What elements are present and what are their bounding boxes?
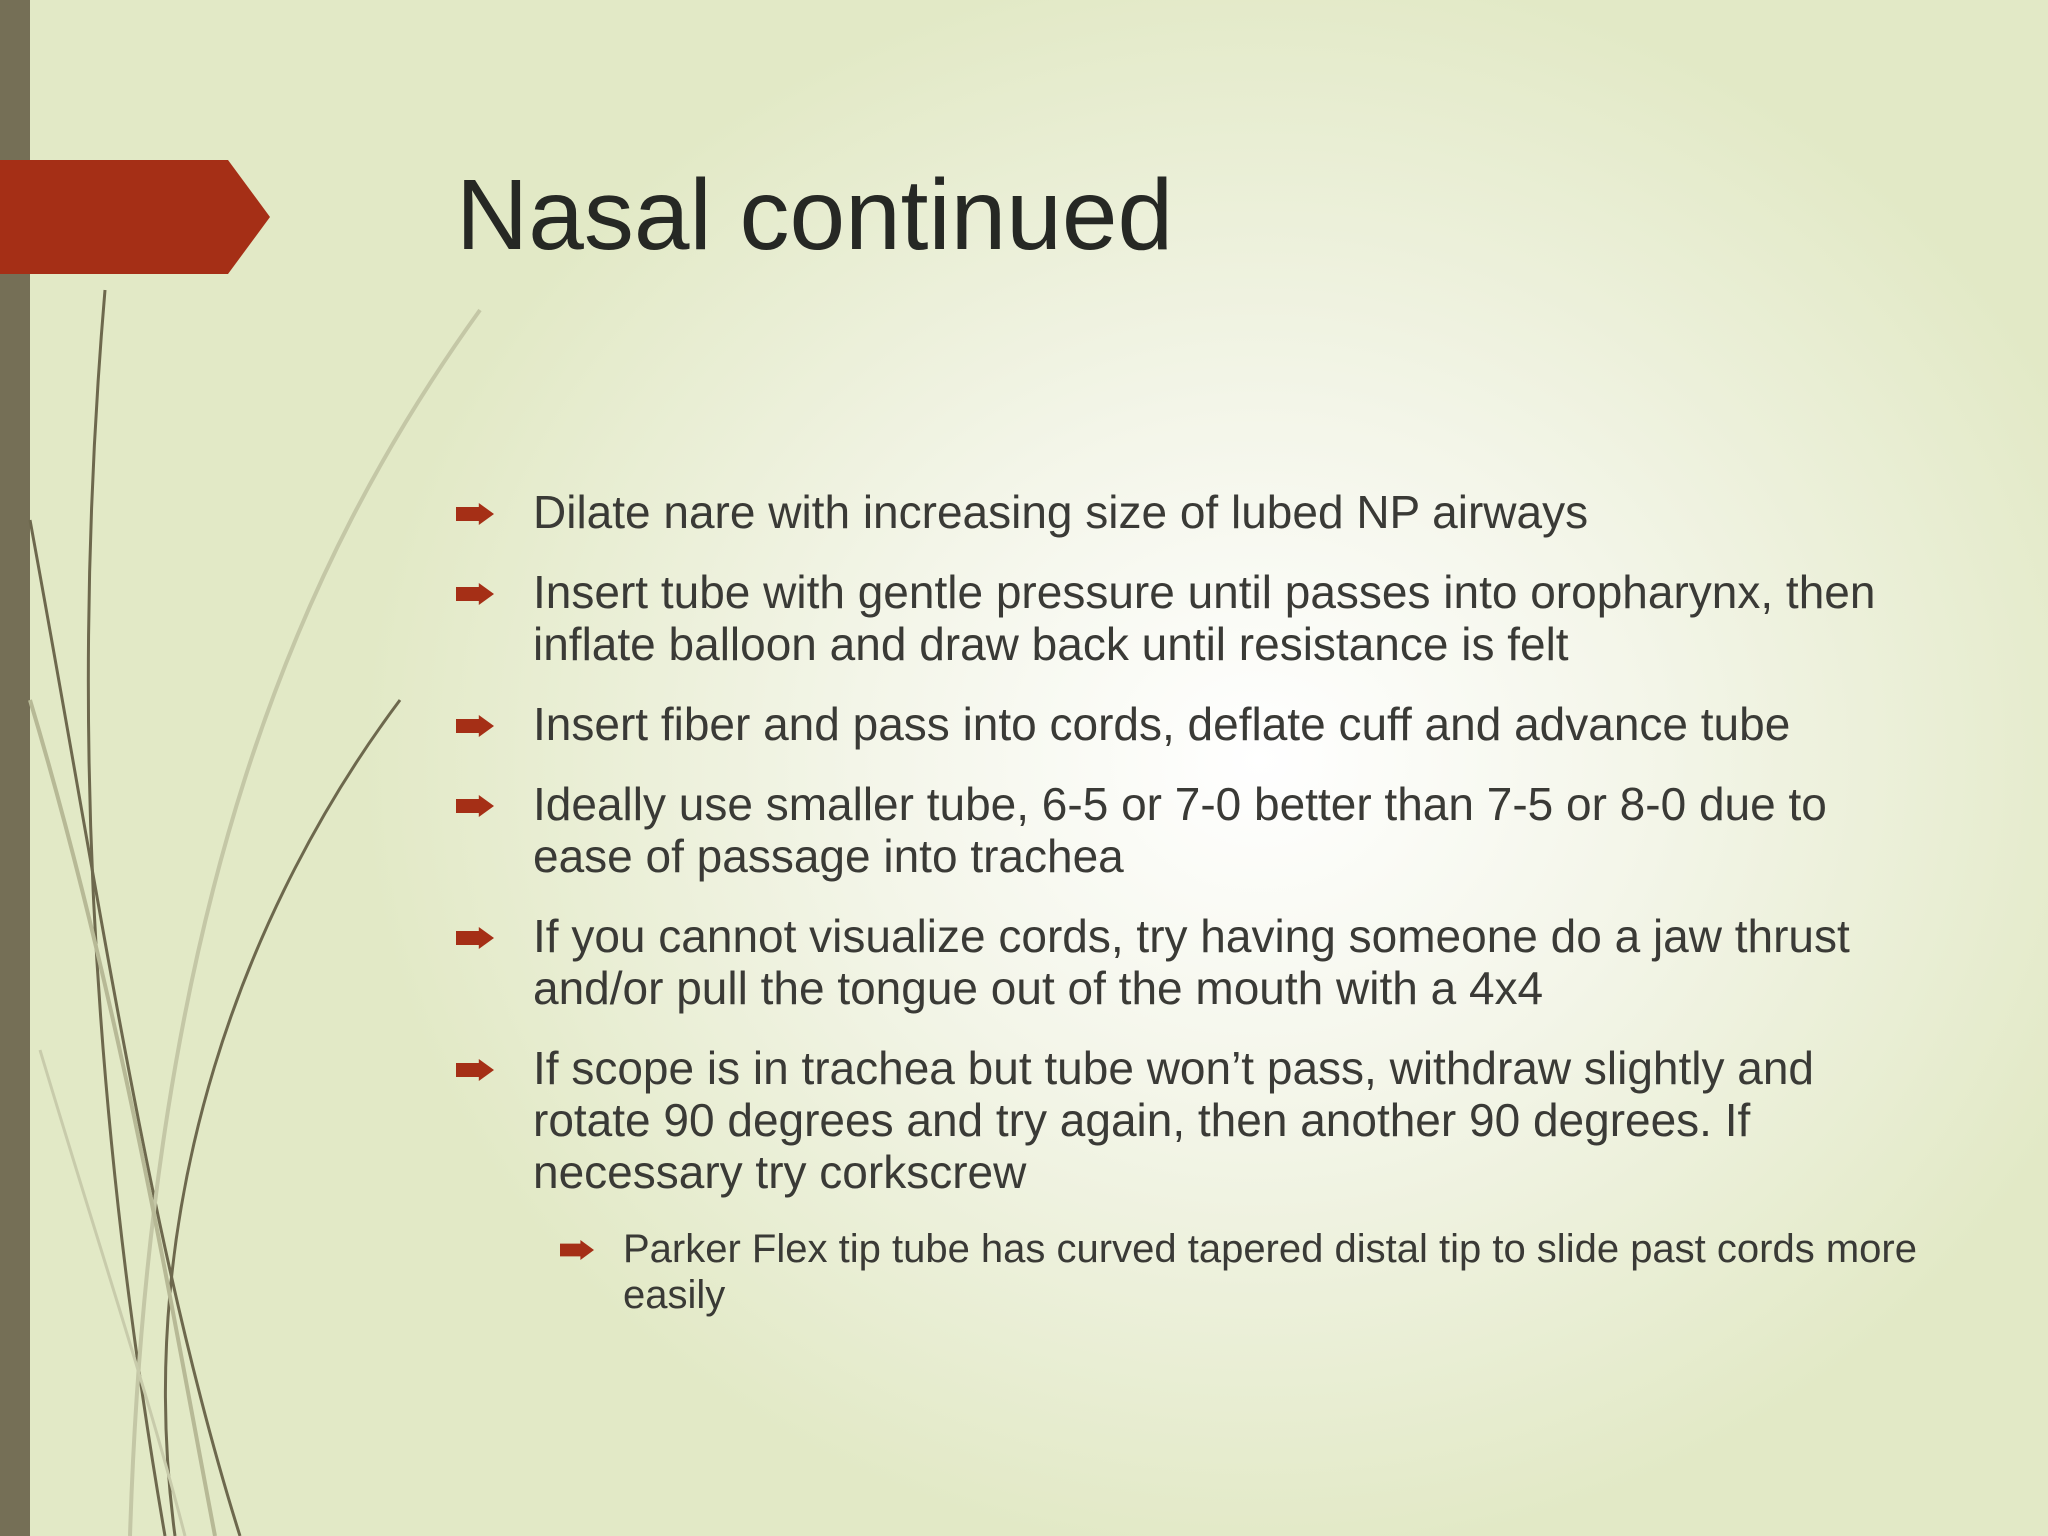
grass-line-2	[30, 520, 240, 1536]
bullet-text: Insert tube with gentle pressure until passes into oropharynx, then inflate balloon and draw back until resistance is felt	[533, 566, 1876, 670]
bullet-text: Insert fiber and pass into cords, deflate cuff and advance tube	[533, 698, 1791, 750]
grass-line-6	[40, 1050, 185, 1536]
bullet-item	[456, 1042, 1936, 1198]
sub-bullet-item	[456, 1226, 1936, 1318]
bullet-item	[456, 910, 1936, 1014]
grass-line-3	[165, 700, 400, 1536]
bullet-arrow-icon	[456, 1059, 494, 1081]
slide-title: Nasal continued	[456, 159, 1174, 271]
sub-bullet-text: Parker Flex tip tube has curved tapered distal tip to slide past cords more easily	[623, 1227, 1917, 1317]
bullet-item	[456, 698, 1936, 750]
bullet-arrow-icon	[456, 927, 494, 949]
bullet-item	[456, 566, 1936, 670]
bullet-arrow-icon	[456, 795, 494, 817]
title-accent-tab	[0, 160, 270, 274]
bullet-text: If you cannot visualize cords, try having someone do a jaw thrust and/or pull the tongue out of the mouth with a 4x4	[533, 910, 1850, 1014]
bullet-list	[456, 486, 1936, 1346]
grass-line-5	[30, 700, 215, 1536]
bullet-text: If scope is in trachea but tube won’t pass, withdraw slightly and rotate 90 degrees and try again, then another 90 degrees. If necessary try corkscrew	[533, 1042, 1815, 1198]
bullet-arrow-icon	[456, 503, 494, 525]
bullet-text: Dilate nare with increasing size of lubed NP airways	[533, 486, 1589, 538]
bullet-arrow-icon	[456, 715, 494, 737]
bullet-item	[456, 778, 1936, 882]
bullet-text: Ideally use smaller tube, 6-5 or 7-0 better than 7-5 or 8-0 due to ease of passage into trachea	[533, 778, 1827, 882]
bullet-arrow-icon	[456, 583, 494, 605]
sub-bullet-arrow-icon	[560, 1240, 594, 1260]
bullet-item	[456, 486, 1936, 538]
